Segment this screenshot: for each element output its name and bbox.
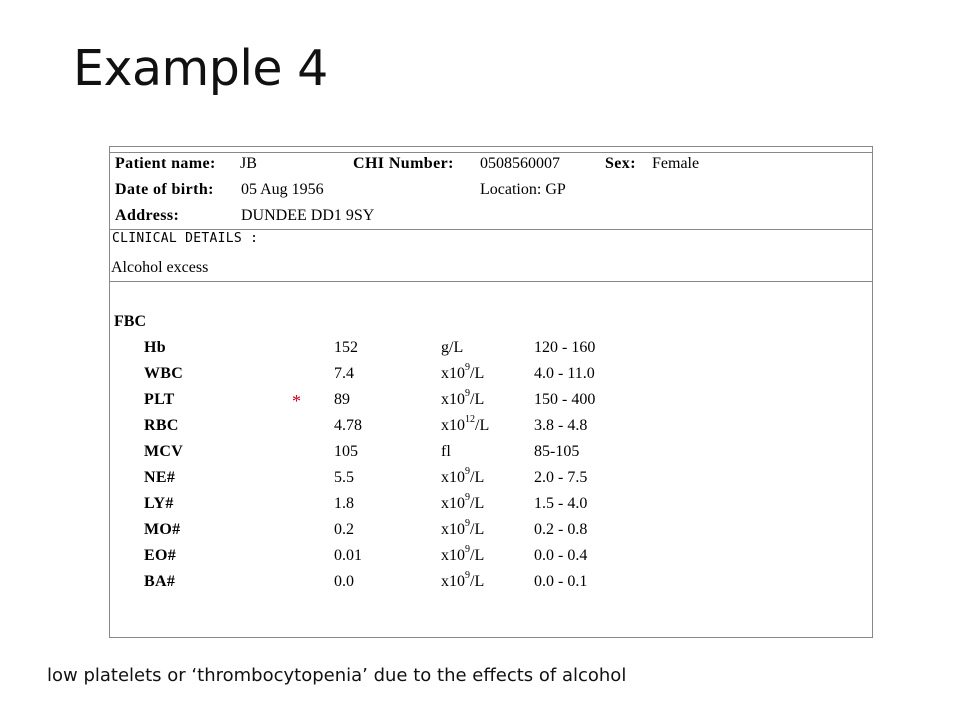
test-name: NE# xyxy=(144,469,176,486)
unit-suffix: /L xyxy=(475,417,490,434)
unit-base: x10 xyxy=(441,469,465,486)
slide-caption: low platelets or ‘thrombocytopenia’ due to the effects of alcohol xyxy=(47,665,627,686)
unit-exponent: 9 xyxy=(465,517,470,529)
address-label: Address: xyxy=(115,207,180,224)
lab-report xyxy=(109,146,873,638)
result-row xyxy=(110,543,872,573)
sex-value: Female xyxy=(652,155,700,172)
test-value: 0.0 xyxy=(334,573,354,590)
result-row xyxy=(110,569,872,599)
unit-exponent: 9 xyxy=(465,569,470,581)
test-value: 7.4 xyxy=(334,365,354,382)
unit-exponent: 9 xyxy=(465,387,470,399)
test-value: 0.01 xyxy=(334,547,362,564)
unit-suffix: /L xyxy=(470,391,485,408)
sex-label: Sex: xyxy=(605,155,636,172)
patient-name: JB xyxy=(240,155,257,172)
clinical-divider xyxy=(110,281,872,282)
unit-exponent: 9 xyxy=(465,543,470,555)
test-unit xyxy=(441,569,485,591)
result-row xyxy=(110,491,872,521)
dob-label: Date of birth: xyxy=(115,181,214,198)
test-name: EO# xyxy=(144,547,177,564)
report-top-rule xyxy=(110,152,872,153)
unit-suffix: /L xyxy=(470,521,485,538)
reference-range: 150 - 400 xyxy=(534,391,596,408)
unit-exponent: 9 xyxy=(465,491,470,503)
reference-range: 3.8 - 4.8 xyxy=(534,417,588,434)
test-unit xyxy=(441,387,485,409)
unit-exponent: 9 xyxy=(465,361,470,373)
result-row xyxy=(110,361,872,391)
chi-number: 0508560007 xyxy=(480,155,560,172)
result-row xyxy=(110,517,872,547)
reference-range: 1.5 - 4.0 xyxy=(534,495,588,512)
clinical-details-text: Alcohol excess xyxy=(111,259,209,276)
test-unit xyxy=(441,543,485,565)
unit-suffix: /L xyxy=(470,365,485,382)
test-value: 5.5 xyxy=(334,469,354,486)
test-unit xyxy=(441,491,485,513)
test-value: 4.78 xyxy=(334,417,362,434)
unit-suffix: /L xyxy=(470,547,485,564)
test-unit xyxy=(441,443,451,461)
unit-base: x10 xyxy=(441,365,465,382)
test-value: 1.8 xyxy=(334,495,354,512)
location: Location: GP xyxy=(480,181,566,198)
test-unit xyxy=(441,339,463,357)
result-row xyxy=(110,465,872,495)
result-row xyxy=(110,387,872,417)
reference-range: 120 - 160 xyxy=(534,339,596,356)
test-name: BA# xyxy=(144,573,176,590)
test-name: WBC xyxy=(144,365,184,382)
unit-exponent: 12 xyxy=(465,413,475,425)
panel-title: FBC xyxy=(114,313,146,330)
unit-base: x10 xyxy=(441,547,465,564)
result-row xyxy=(110,339,872,365)
test-value: 152 xyxy=(334,339,358,356)
unit-base: x10 xyxy=(441,495,465,512)
reference-range: 0.0 - 0.1 xyxy=(534,573,588,590)
test-value: 105 xyxy=(334,443,358,460)
unit-suffix: /L xyxy=(470,469,485,486)
test-value: 89 xyxy=(334,391,350,408)
test-name: PLT xyxy=(144,391,175,408)
unit-base: x10 xyxy=(441,417,465,434)
unit-base: g/L xyxy=(441,339,464,356)
unit-base: x10 xyxy=(441,521,465,538)
reference-range: 85-105 xyxy=(534,443,580,460)
dob-value: 05 Aug 1956 xyxy=(241,181,324,198)
test-unit xyxy=(441,465,485,487)
unit-exponent: 9 xyxy=(465,465,470,477)
unit-suffix: /L xyxy=(470,573,485,590)
chi-number-label: CHI Number: xyxy=(353,155,454,172)
header-divider xyxy=(110,229,872,230)
unit-base: fl xyxy=(441,443,451,460)
slide-title: Example 4 xyxy=(73,40,328,97)
clinical-details-label: CLINICAL DETAILS : xyxy=(112,231,259,246)
test-unit xyxy=(441,413,490,435)
unit-base: x10 xyxy=(441,391,465,408)
unit-suffix: /L xyxy=(470,495,485,512)
reference-range: 0.2 - 0.8 xyxy=(534,521,588,538)
test-unit xyxy=(441,517,485,539)
reference-range: 2.0 - 7.5 xyxy=(534,469,588,486)
unit-base: x10 xyxy=(441,573,465,590)
test-unit xyxy=(441,361,485,383)
test-value: 0.2 xyxy=(334,521,354,538)
test-name: LY# xyxy=(144,495,174,512)
reference-range: 4.0 - 11.0 xyxy=(534,365,595,382)
test-name: MCV xyxy=(144,443,184,460)
reference-range: 0.0 - 0.4 xyxy=(534,547,588,564)
patient-name-label: Patient name: xyxy=(115,155,216,172)
address-value: DUNDEE DD1 9SY xyxy=(241,207,375,224)
abnormal-flag: * xyxy=(292,391,301,411)
test-name: Hb xyxy=(144,339,166,356)
result-row xyxy=(110,443,872,469)
result-row xyxy=(110,413,872,443)
test-name: MO# xyxy=(144,521,181,538)
test-name: RBC xyxy=(144,417,179,434)
